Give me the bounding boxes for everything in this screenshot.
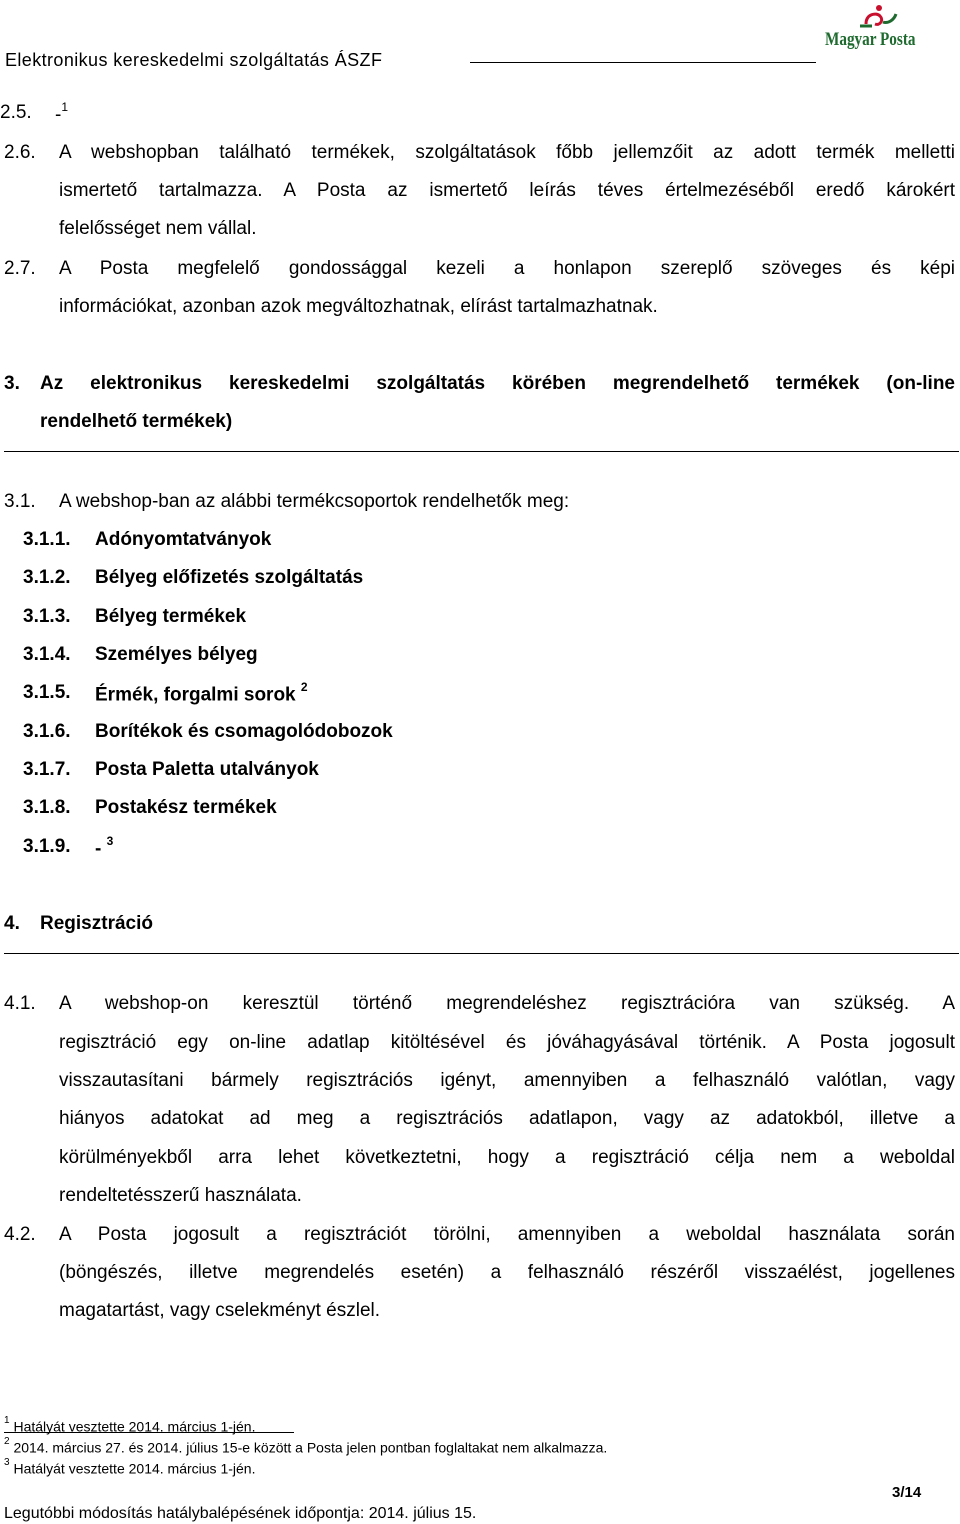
item-number: 3.1.4. xyxy=(23,644,71,665)
item-number: 3.1.2. xyxy=(23,567,71,588)
item-label: Adónyomtatványok xyxy=(95,529,272,550)
section-4-1-line: rendeltetésszerű használata. xyxy=(59,1185,302,1206)
footnote-mark: 2 xyxy=(4,1436,10,1447)
header-rule xyxy=(470,62,816,63)
footnote: $^1$ Hatályát vesztette 2014. március 1-jén. xyxy=(4,1415,256,1435)
footnote: $^3$ Hatályát vesztette 2014. március 1-jén. xyxy=(4,1457,256,1477)
section-number: 2.5. xyxy=(0,102,32,123)
section-3-1-text: A webshop-ban az alábbi termékcsoportok rendelhetők meg: xyxy=(59,491,570,512)
item-label: - $^3$ xyxy=(95,834,114,860)
section-4-1-line: körülményekből arra lehet következtetni, hogy a regisztráció célja nem a weboldal xyxy=(59,1147,955,1168)
section-2-6-line: A webshopban található termékek, szolgáltatások főbb jellemzőit az adott termék melletti xyxy=(59,142,955,163)
section-3-heading: Az elektronikus kereskedelmi szolgáltatás körében megrendelhető termékek (on-line xyxy=(40,373,955,394)
item-label: Érmék, forgalmi sorok $^2$ xyxy=(95,680,308,706)
section-4-number: 4. xyxy=(4,913,20,934)
section-4-2-line: magatartást, vagy cselekményt észlel. xyxy=(59,1300,381,1321)
footnote-ref: 3 xyxy=(106,834,114,848)
item-label: Posta Paletta utalványok xyxy=(95,759,319,780)
item-number: 3.1.8. xyxy=(23,797,71,818)
section-4-2-line: (böngészés, illetve megrendelés esetén) a felhasználó részéről visszaélést, jogellenes xyxy=(59,1262,955,1283)
item-number: 3.1.6. xyxy=(23,721,71,742)
section-2-6-number: 2.6. xyxy=(4,142,36,163)
section-4-1-line: regisztráció egy on-line adatlap kitöltésével és jóváhagyásával történik. A Posta jogosult xyxy=(59,1032,955,1053)
section-text: -$^1$ xyxy=(55,100,69,126)
section-3-heading: rendelhető termékek) xyxy=(40,411,233,432)
item-number: 3.1.1. xyxy=(23,529,71,550)
footer-text: Legutóbbi módosítás hatálybalépésének időpontja: 2014. július 15. xyxy=(4,1505,477,1522)
section-rule xyxy=(4,451,959,452)
page-number: 3/14 xyxy=(892,1484,922,1501)
item-label: Bélyeg előfizetés szolgáltatás xyxy=(95,567,364,588)
section-2-7-line: információkat, azonban azok megváltozhatnak, elírást tartalmazhatnak. xyxy=(59,296,658,317)
section-2-6-line: ismertető tartalmazza. A Posta az ismertető leírás téves értelmezéséből eredő károkért xyxy=(59,180,955,201)
section-4-1-line: A webshop-on keresztül történő megrendeléshez regisztrációra van szükség. A xyxy=(59,993,955,1014)
magyar-posta-logo xyxy=(822,2,918,62)
item-label: Személyes bélyeg xyxy=(95,644,258,665)
logo-wordmark: Magyar Posta xyxy=(825,29,916,50)
section-4-heading: Regisztráció xyxy=(40,913,153,934)
item-number: 3.1.3. xyxy=(23,606,71,627)
section-rule xyxy=(4,953,959,954)
footnote-ref: 1 xyxy=(61,100,69,114)
footnote-mark: 1 xyxy=(4,1415,10,1426)
footnote-ref: 2 xyxy=(300,680,308,694)
section-2-7-line: A Posta megfelelő gondossággal kezeli a honlapon szereplő szöveges és képi xyxy=(59,258,955,279)
posthorn-icon xyxy=(822,2,918,32)
document-header-title: Elektronikus kereskedelmi szolgáltatás ÁSZF xyxy=(5,50,383,70)
section-2-6-line: felelősséget nem vállal. xyxy=(59,218,257,239)
section-4-2-number: 4.2. xyxy=(4,1224,36,1245)
item-label: Borítékok és csomagolódobozok xyxy=(95,721,393,742)
section-3-1-number: 3.1. xyxy=(4,491,36,512)
item-number: 3.1.7. xyxy=(23,759,71,780)
section-2-5 xyxy=(0,100,69,126)
item-label: Bélyeg termékek xyxy=(95,606,247,627)
item-number: 3.1.5. xyxy=(23,682,71,703)
section-4-1-line: visszautasítani bármely regisztrációs igényt, amennyiben a felhasználó valótlan, vagy xyxy=(59,1070,955,1091)
section-3-number: 3. xyxy=(4,373,20,394)
section-4-1-line: hiányos adatokat ad meg a regisztrációs adatlapon, vagy az adatokból, illetve a xyxy=(59,1108,955,1129)
item-label: Postakész termékek xyxy=(95,797,277,818)
section-2-7-number: 2.7. xyxy=(4,258,36,279)
section-4-2-line: A Posta jogosult a regisztrációt törölni, amennyiben a weboldal használata során xyxy=(59,1224,955,1245)
footnote-mark: 3 xyxy=(4,1457,10,1468)
item-number: 3.1.9. xyxy=(23,836,71,857)
section-4-1-number: 4.1. xyxy=(4,993,36,1014)
footnote: $^2$ 2014. március 27. és 2014. július 15-e között a Posta jelen pontban foglaltakat nem alkalmazza. xyxy=(4,1436,608,1456)
